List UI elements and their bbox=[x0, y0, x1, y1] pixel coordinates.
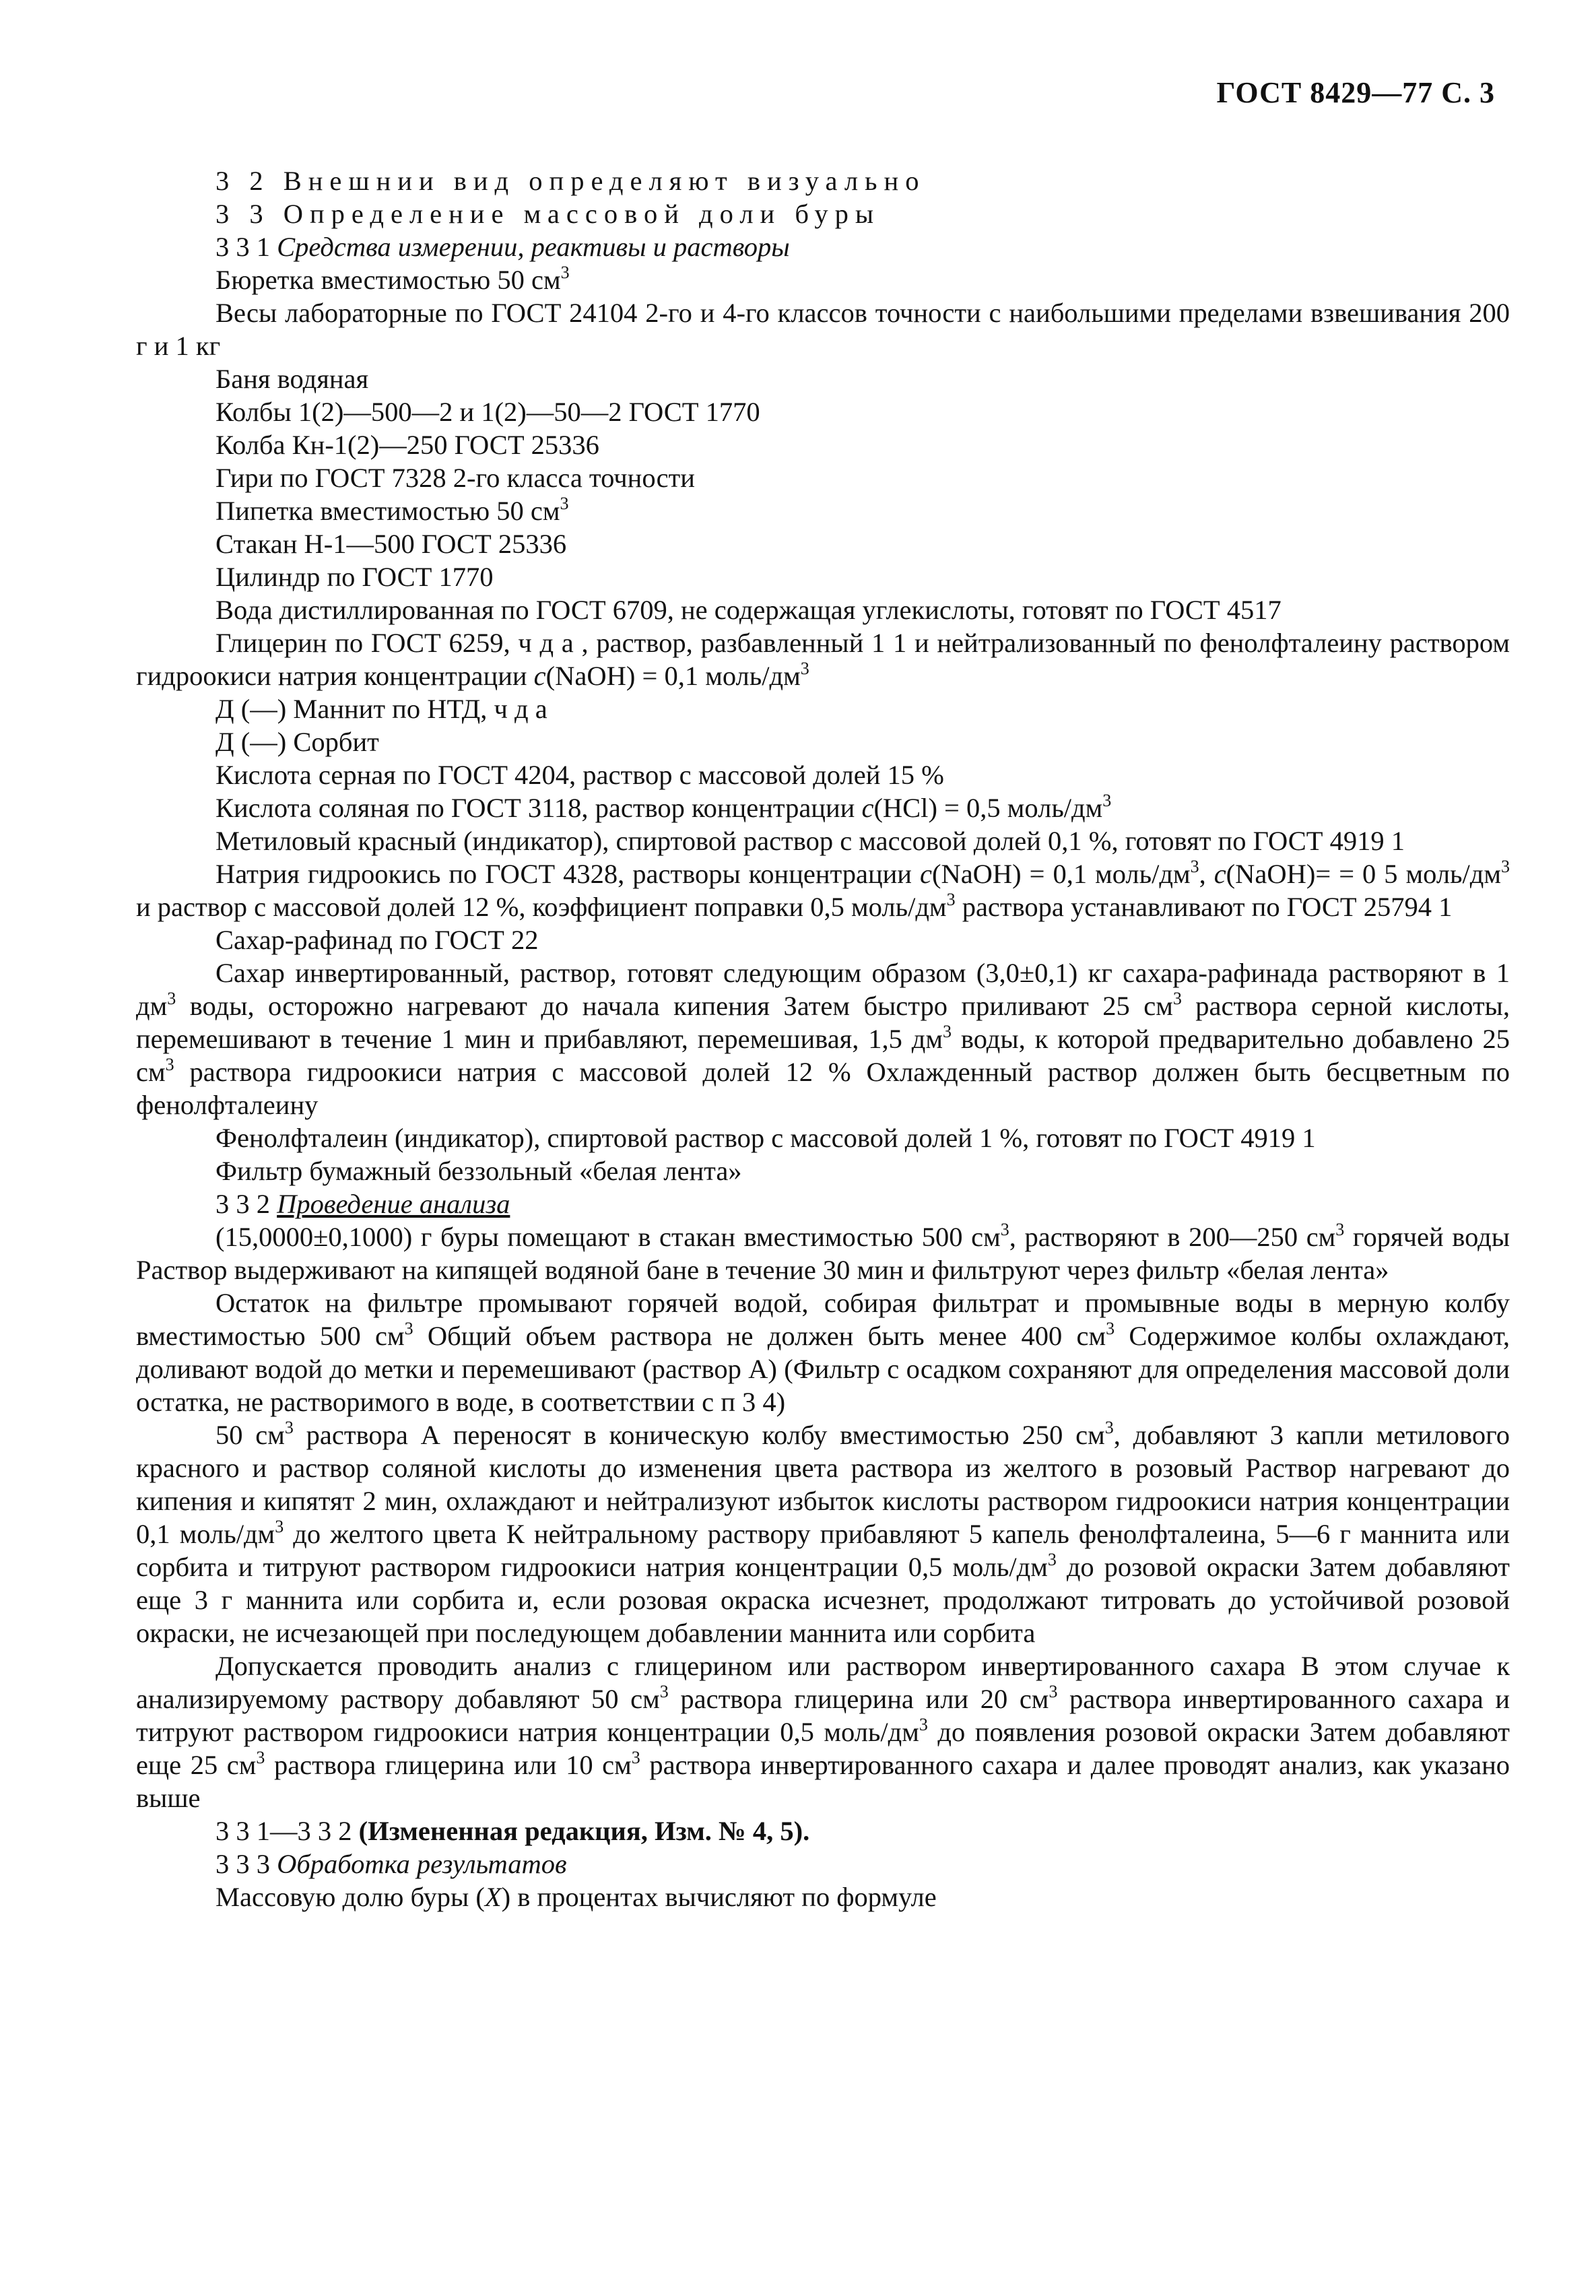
item-sulfuric-acid: Кислота серная по ГОСТ 4204, раствор с массовой долей 15 % bbox=[215, 760, 944, 790]
clause-title: Обработка результатов bbox=[277, 1849, 567, 1879]
item-phenolphthalein: Фенолфталеин (индикатор), спиртовой раствор с массовой долей 1 %, готовят по ГОСТ 4919 1 bbox=[215, 1123, 1316, 1153]
formula-intro: Массовую долю буры (X) в процентах вычисляют по формуле bbox=[215, 1882, 937, 1912]
item-scales: Весы лабораторные по ГОСТ 24104 2-го и 4-го классов точности с наибольшими пределами взвешивания 200 г и 1 кг bbox=[136, 298, 1510, 361]
item-methyl-red: Метиловый красный (индикатор), спиртовой раствор с массовой долей 0,1 %, готовят по ГОСТ 4919 1 bbox=[215, 826, 1405, 856]
item-conical-flask: Колба Кн-1(2)—250 ГОСТ 25336 bbox=[215, 430, 599, 460]
clause-number: 3 3 1—3 3 2 bbox=[215, 1816, 352, 1846]
clause-number: 3 3 3 bbox=[215, 1849, 270, 1879]
clause-number: 3 3 2 bbox=[215, 1189, 270, 1219]
item-sodium-hydroxide: Натрия гидроокись по ГОСТ 4328, растворы концентрации c(NaOH) = 0,1 моль/$дм^3$, c(NaOH)= = 0 5 моль/$дм^3$ и раствор с массовой долей 12 %, коэффициент поправки 0,5 моль/$дм^3$ раствора устанавливают по ГОСТ 25794 1 bbox=[136, 857, 1510, 922]
document-body bbox=[136, 164, 1510, 1913]
item-water-bath: Баня водяная bbox=[215, 364, 369, 394]
item-sorbitol: Д (—) Сорбит bbox=[215, 727, 379, 757]
item-cylinder: Цилиндр по ГОСТ 1770 bbox=[215, 562, 494, 592]
page-header: ГОСТ 8429—77 С. 3 bbox=[1216, 76, 1495, 109]
clause-3-3: 3 3 Определение массовой доли буры bbox=[215, 199, 881, 229]
item-glycerin: Глицерин по ГОСТ 6259, ч д а , раствор, разбавленный 1 1 и нейтрализованный по фенолфталеину раствором гидроокиси натрия концентрации c(NaOH) = 0,1 моль/$дм^3$ bbox=[136, 628, 1510, 691]
clause-3-3-1-heading bbox=[136, 230, 1510, 263]
clause-title: Средства измерении, реактивы и растворы bbox=[277, 232, 790, 262]
item-invert-sugar: Сахар инвертированный, раствор, готовят следующим образом (3,0±0,1) кг сахара-рафинада растворяют в 1 $дм^3$ воды, осторожно нагревают до начала кипения Затем быстро приливают 25 $см^3$ раствора серной кислоты, перемешивают в течение 1 мин и прибавляют, перемешивая, 1,5 $дм^3$ воды, к которой предварительно добавлено 25 $см^3$ раствора гидроокиси натрия с массовой долей 12 % Охлажденный раствор должен быть бесцветным по фенолфталеину bbox=[136, 958, 1510, 1120]
clause-title: Проведение анализа bbox=[277, 1189, 510, 1219]
amendment-text: (Измененная редакция, Изм. № 4, 5). bbox=[358, 1816, 810, 1846]
item-flasks: Колбы 1(2)—500—2 и 1(2)—50—2 ГОСТ 1770 bbox=[215, 397, 760, 427]
item-burette: Бюретка вместимостью 50 $см^3$ bbox=[215, 263, 570, 295]
paragraph-sample: (15,0000±0,1000) г буры помещают в стакан вместимостью 500 $см^3$, растворяют в 200—250 $см^3$ горячей воды Раствор выдерживают на кипящей водяной бане в течение 30 мин и фильтруют через фильтр «белая лента» bbox=[136, 1220, 1510, 1285]
item-pipette: Пипетка вместимостью 50 $см^3$ bbox=[215, 494, 569, 526]
clause-3-3-2-heading bbox=[136, 1187, 1510, 1220]
paragraph-alternative: Допускается проводить анализ с глицерином или раствором инвертированного сахара В этом случае к анализируемому раствору добавляют 50 $см^3$ раствора глицерина или 20 $см^3$ раствора инвертированного сахара и титруют раствором гидроокиси натрия концентрации 0,5 моль/$дм^3$ до появления розовой окраски Затем добавляют еще 25 $см^3$ раствора глицерина или 10 $см^3$ раствора инвертированного сахара и далее проводят анализ, как указано выше bbox=[136, 1651, 1510, 1813]
item-weights: Гири по ГОСТ 7328 2-го класса точности bbox=[215, 463, 695, 493]
amendment-note bbox=[136, 1814, 1510, 1847]
clause-number: 3 3 1 bbox=[215, 232, 270, 262]
item-mannitol: Д (—) Маннит по НТД, ч д а bbox=[215, 694, 547, 724]
clause-3-2: 3 2 Внешнии вид определяют визуально bbox=[215, 166, 926, 196]
paragraph-filtrate: Остаток на фильтре промывают горячей водой, собирая фильтрат и промывные воды в мерную колбу вместимостью 500 $см^3$ Общий объем раствора не должен быть менее 400 $см^3$ Содержимое колбы охлаждают, доливают водой до метки и перемешивают (раствор А) (Фильтр с осадком сохраняют для определения массовой доли остатка, не растворимого в воде, в соответствии с п 3 4) bbox=[136, 1288, 1510, 1417]
item-beaker: Стакан Н-1—500 ГОСТ 25336 bbox=[215, 529, 567, 559]
paragraph-titration: 50 $см^3$ раствора А переносят в коническую колбу вместимостью 250 $см^3$, добавляют 3 капли метилового красного и раствор соляной кислоты до изменения цвета раствора из желтого в розовый Раствор нагревают до кипения и кипятят 2 мин, охлаждают и нейтрализуют избыток кислоты раствором гидроокиси натрия концентрации 0,1 моль/$дм^3$ до желтого цвета К нейтральному раствору прибавляют 5 капель фенолфталеина, 5—6 г маннита или сорбита и титруют раствором гидроокиси натрия концентрации 0,5 моль/$дм^3$ до розовой окраски Затем добавляют еще 3 г маннита или сорбита и, если розовая окраска исчезнет, продолжают титровать до устойчивой розовой окраски, не исчезающей при последующем добавлении маннита или сорбита bbox=[136, 1418, 1510, 1648]
clause-3-3-3-heading bbox=[136, 1847, 1510, 1880]
item-distilled-water: Вода дистиллированная по ГОСТ 6709, не содержащая углекислоты, готовят по ГОСТ 4517 bbox=[215, 595, 1282, 625]
item-filter: Фильтр бумажный беззольный «белая лента» bbox=[215, 1156, 742, 1186]
item-refined-sugar: Сахар-рафинад по ГОСТ 22 bbox=[215, 925, 539, 955]
item-hydrochloric-acid: Кислота соляная по ГОСТ 3118, раствор концентрации c(HCl) = 0,5 моль/$дм^3$ bbox=[215, 791, 1112, 823]
